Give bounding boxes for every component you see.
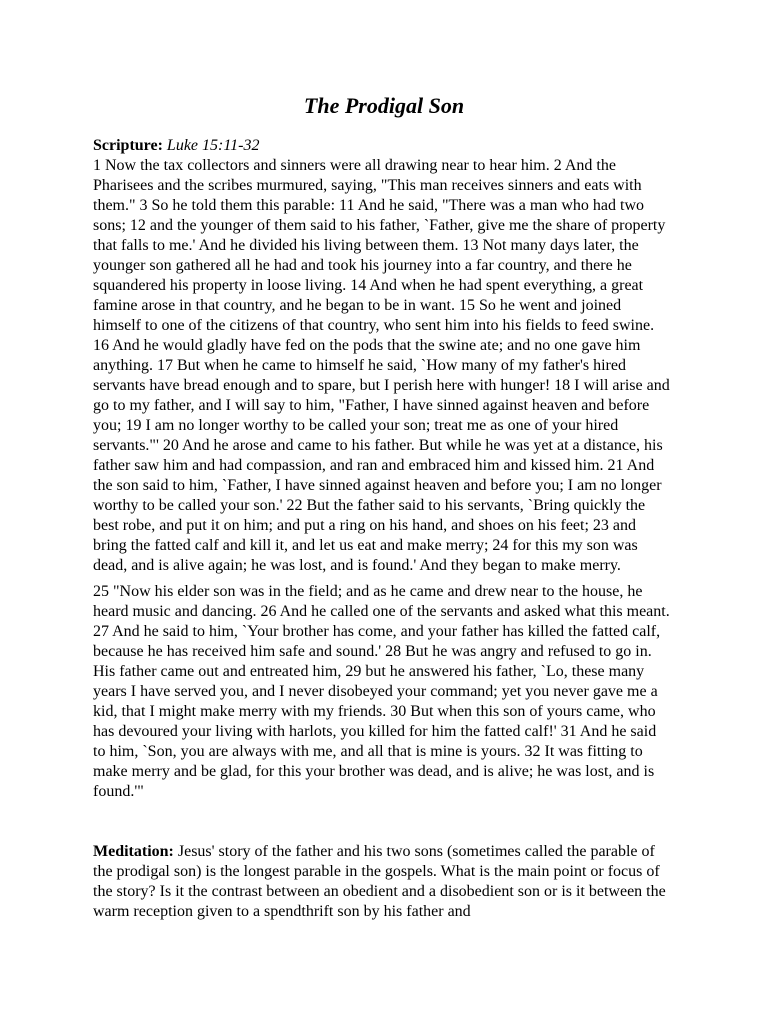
scripture-reference: Luke 15:11-32	[166, 137, 260, 154]
scripture-paragraph-2: 25 "Now his elder son was in the field; and as he came and drew near to the house, he heard music and dancing. 26 And he called one of the servants and asked what this meant. 27 And he said to him, `Your brother has come, and your father has killed the fatted calf, because he has received him safe and sound.' 28 But he was angry and refused to go in. His father came out and entreated him, 29 but he answered his father, `Lo, these many years I have served you, and I never disobeyed your command; yet you never gave me a kid, that I might make merry with my friends. 30 But when this son of yours came, who has devoured your living with harlots, you killed for him the fatted calf!' 31 And he said to him, `Son, you are always with me, and all that is mine is yours. 32 It was fitting to make merry and be glad, for this your brother was dead, and is alive; he was lost, and is found.'"	[93, 583, 670, 800]
scripture-paragraph-1: 1 Now the tax collectors and sinners were all drawing near to hear him. 2 And the Pharisees and the scribes murmured, saying, "This man receives sinners and eats with them." 3 So he told them this parable: 11 And he said, "There was a man who had two sons; 12 and the younger of them said to his father, `Father, give me the share of property that falls to me.' And he divided his living between them. 13 Not many days later, the younger son gathered all he had and took his journey into a far country, and there he squandered his property in loose living. 14 And when he had spent everything, a great famine arose in that country, and he began to be in want. 15 So he went and joined himself to one of the citizens of that country, who sent him into his fields to feed swine. 16 And he would gladly have fed on the pods that the swine ate; and no one gave him anything. 17 But when he came to himself he said, `How many of my father's hired servants have bread enough and to spare, but I perish here with hunger! 18 I will arise and go to my father, and I will say to him, "Father, I have sinned against heaven and before you; 19 I am no longer worthy to be called your son; treat me as one of your hired servants."' 20 And he arose and came to his father. But while he was yet at a distance, his father saw him and had compassion, and ran and embraced him and kissed him. 21 And the son said to him, `Father, I have sinned against heaven and before you; I am no longer worthy to be called your son.' 22 But the father said to his servants, `Bring quickly the best robe, and put it on him; and put a ring on his hand, and shoes on his feet; 23 and bring the fatted calf and kill it, and let us eat and make merry; 24 for this my son was dead, and is alive again; he was lost, and is found.' And they began to make merry.	[93, 157, 670, 574]
page-title: The Prodigal Son	[303, 93, 465, 118]
scripture-reference-line	[93, 136, 671, 156]
scripture-label: Scripture:	[93, 137, 163, 154]
document-body	[93, 136, 671, 922]
meditation-text: Jesus' story of the father and his two sons (sometimes called the parable of the prodigal son) is the longest parable in the gospels. What is the main point or focus of the story? Is it the contrast between an obedient and a disobedient son or is it between the warm reception given to a spendthrift son by his father and	[93, 843, 666, 920]
meditation-label: Meditation:	[93, 843, 174, 860]
meditation-paragraph	[93, 842, 671, 922]
